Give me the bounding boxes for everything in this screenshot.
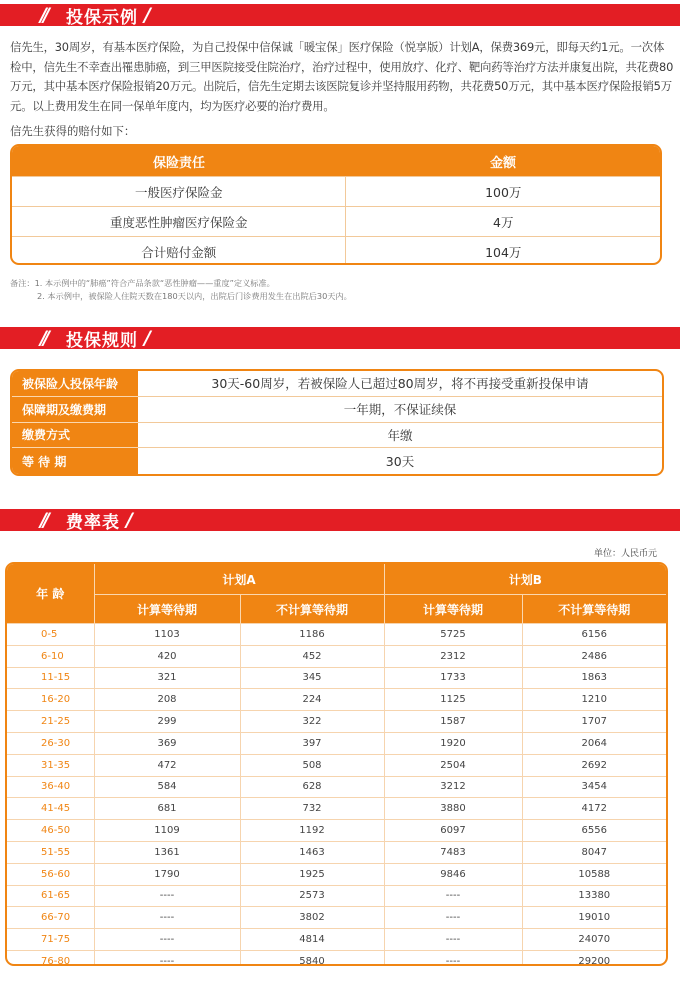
- rules-row: [12, 371, 662, 397]
- table-row: [7, 776, 666, 798]
- premium-cell: 1361: [94, 841, 240, 863]
- premium-cell: 299: [94, 711, 240, 733]
- premium-cell: ----: [94, 929, 240, 951]
- premium-cell: 6556: [522, 820, 666, 842]
- rules-value: 一年期，不保证续保: [138, 397, 662, 423]
- slash-decoration-icon: /: [144, 4, 151, 26]
- premium-cell: 4172: [522, 798, 666, 820]
- case-description: 信先生，30周岁，有基本医疗保险，为自己投保中信保诚「暖宝保」医疗保险（悦享版）计划A，保费369元，即每天约1元。一次体检中，信先生不幸查出罹患肺癌，到三甲医院接受住院治疗，治疗过程中，使用放疗、化疗、靶向药等治疗方法并康复出院，共花费80万元，其中基本医疗保险报销20万元。出院后，信先生定期去该医院复诊并坚持服用药物，共花费50万元，其中基本医疗保险报销5万元。以上费用发生在同一保单年度内，均为医疗必要的治疗费用。: [10, 40, 674, 113]
- premium-cell: 322: [240, 711, 384, 733]
- age-cell: 76-80: [7, 950, 94, 966]
- section-title: 投保规则: [66, 330, 138, 351]
- premium-cell: 208: [94, 689, 240, 711]
- premium-cell: 472: [94, 754, 240, 776]
- premium-cell: 1863: [522, 667, 666, 689]
- premium-cell: ----: [384, 885, 522, 907]
- age-cell: 31-35: [7, 754, 94, 776]
- premium-cell: 1103: [94, 624, 240, 646]
- header-cell: 金额: [489, 155, 516, 171]
- age-cell: 21-25: [7, 711, 94, 733]
- table-cell: 100万: [485, 184, 522, 200]
- premium-cell: 584: [94, 776, 240, 798]
- table-row: [7, 798, 666, 820]
- age-cell: 26-30: [7, 732, 94, 754]
- table-row: [12, 236, 660, 265]
- premium-cell: 4814: [240, 929, 384, 951]
- age-header: 年 龄: [7, 564, 94, 624]
- age-cell: 66-70: [7, 907, 94, 929]
- premium-cell: 2692: [522, 754, 666, 776]
- premium-cell: 9846: [384, 863, 522, 885]
- premium-cell: 681: [94, 798, 240, 820]
- premium-cell: 6097: [384, 820, 522, 842]
- table-row: [7, 929, 666, 951]
- slash-decoration-icon: /: [126, 509, 133, 531]
- table-row: [7, 667, 666, 689]
- sub-header: 不计算等待期: [240, 595, 384, 624]
- rules-label: 缴费方式: [12, 423, 138, 449]
- age-cell: 11-15: [7, 667, 94, 689]
- premium-cell: ----: [94, 907, 240, 929]
- sub-header: 不计算等待期: [522, 595, 666, 624]
- table-row: [7, 885, 666, 907]
- age-cell: 61-65: [7, 885, 94, 907]
- premium-cell: 1925: [240, 863, 384, 885]
- sub-header: 计算等待期: [94, 595, 240, 624]
- premium-cell: 321: [94, 667, 240, 689]
- rules-row: [12, 423, 662, 449]
- premium-cell: 628: [240, 776, 384, 798]
- premium-cell: ----: [94, 950, 240, 966]
- section-title: 投保示例: [66, 7, 138, 28]
- plan-b-header: 计划B: [384, 564, 666, 595]
- premium-cell: 420: [94, 645, 240, 667]
- plan-a-header: 计划A: [94, 564, 384, 595]
- premium-cell: 3454: [522, 776, 666, 798]
- premium-cell: 1707: [522, 711, 666, 733]
- age-cell: 6-10: [7, 645, 94, 667]
- premium-cell: ----: [384, 950, 522, 966]
- table-row: [7, 689, 666, 711]
- premium-cell: 1920: [384, 732, 522, 754]
- rules-label: 等 待 期: [12, 448, 138, 474]
- section-title: 费率表: [66, 512, 120, 533]
- premium-cell: 7483: [384, 841, 522, 863]
- premium-cell: 732: [240, 798, 384, 820]
- table-cell: 重度恶性肿瘤医疗保险金: [12, 207, 346, 236]
- table-cell: 104万: [485, 244, 522, 260]
- rules-label: 保障期及缴费期: [12, 397, 138, 423]
- age-cell: 51-55: [7, 841, 94, 863]
- sub-header: 计算等待期: [384, 595, 522, 624]
- table-cell: 合计赔付金额: [12, 237, 346, 265]
- premium-cell: 3212: [384, 776, 522, 798]
- premium-cell: 2486: [522, 645, 666, 667]
- claim-table: [10, 144, 662, 265]
- premium-cell: 1790: [94, 863, 240, 885]
- table-row: [7, 711, 666, 733]
- table-row: [7, 907, 666, 929]
- premium-cell: 1125: [384, 689, 522, 711]
- slash-decoration-icon: //: [40, 327, 46, 349]
- table-row: [7, 820, 666, 842]
- premium-cell: 1587: [384, 711, 522, 733]
- rules-table: [10, 369, 664, 476]
- premium-cell: 3880: [384, 798, 522, 820]
- slash-decoration-icon: //: [40, 4, 46, 26]
- premium-cell: 10588: [522, 863, 666, 885]
- age-cell: 0-5: [7, 624, 94, 646]
- section-header-case: [0, 4, 680, 26]
- claim-table-header: [12, 146, 660, 176]
- table-row: [7, 754, 666, 776]
- table-row: [7, 863, 666, 885]
- premium-cell: 13380: [522, 885, 666, 907]
- rules-row: [12, 448, 662, 474]
- premium-cell: 508: [240, 754, 384, 776]
- age-cell: 46-50: [7, 820, 94, 842]
- table-cell: 4万: [493, 214, 514, 230]
- rules-row: [12, 397, 662, 423]
- premium-cell: ----: [384, 907, 522, 929]
- age-cell: 36-40: [7, 776, 94, 798]
- age-cell: 41-45: [7, 798, 94, 820]
- age-cell: 56-60: [7, 863, 94, 885]
- premium-cell: ----: [94, 885, 240, 907]
- section-header-rules: [0, 327, 680, 349]
- premium-cell: ----: [384, 929, 522, 951]
- rules-label: 被保险人投保年龄: [12, 371, 138, 397]
- premium-cell: 6156: [522, 624, 666, 646]
- premium-cell: 2312: [384, 645, 522, 667]
- premium-cell: 345: [240, 667, 384, 689]
- premium-cell: 1463: [240, 841, 384, 863]
- age-cell: 71-75: [7, 929, 94, 951]
- header-cell: 保险责任: [152, 155, 205, 171]
- premium-cell: 29200: [522, 950, 666, 966]
- premium-cell: 2064: [522, 732, 666, 754]
- table-row: [7, 841, 666, 863]
- premium-cell: 5725: [384, 624, 522, 646]
- premium-cell: 5840: [240, 950, 384, 966]
- rate-table: [5, 562, 668, 966]
- premium-cell: 1186: [240, 624, 384, 646]
- premium-cell: 24070: [522, 929, 666, 951]
- premium-cell: 369: [94, 732, 240, 754]
- premium-cell: 3802: [240, 907, 384, 929]
- table-row: [7, 624, 666, 646]
- premium-cell: 1109: [94, 820, 240, 842]
- note-line: 备注：1. 本示例中的“肺癌”符合产品条款“恶性肿瘤——重度”定义标准。: [10, 278, 275, 288]
- premium-cell: 19010: [522, 907, 666, 929]
- premium-cell: 2504: [384, 754, 522, 776]
- table-row: [12, 176, 660, 206]
- premium-cell: 1192: [240, 820, 384, 842]
- notes: [10, 277, 352, 303]
- age-cell: 16-20: [7, 689, 94, 711]
- note-line: 2. 本示例中，被保险人住院天数在180天以内，出院后门诊费用发生在出院后30天内。: [37, 291, 352, 301]
- currency-unit: 单位：人民币元: [593, 549, 657, 559]
- slash-decoration-icon: //: [40, 509, 46, 531]
- section-header-rates: [0, 509, 680, 531]
- table-row: [7, 950, 666, 966]
- premium-cell: 1210: [522, 689, 666, 711]
- premium-cell: 2573: [240, 885, 384, 907]
- premium-cell: 224: [240, 689, 384, 711]
- premium-cell: 8047: [522, 841, 666, 863]
- table-row: [12, 206, 660, 236]
- premium-cell: 452: [240, 645, 384, 667]
- slash-decoration-icon: /: [144, 327, 151, 349]
- case-intro: 信先生获得的赔付如下：: [10, 124, 136, 138]
- premium-cell: 397: [240, 732, 384, 754]
- rules-value: 30天: [385, 454, 415, 470]
- table-row: [7, 732, 666, 754]
- premium-cell: 1733: [384, 667, 522, 689]
- table-cell: 一般医疗保险金: [12, 177, 346, 206]
- rules-value: 年缴: [138, 423, 662, 449]
- rate-table-body: [7, 624, 666, 967]
- table-row: [7, 645, 666, 667]
- rules-value: 30天-60周岁，若被保险人已超过80周岁，将不再接受重新投保申请: [138, 371, 662, 397]
